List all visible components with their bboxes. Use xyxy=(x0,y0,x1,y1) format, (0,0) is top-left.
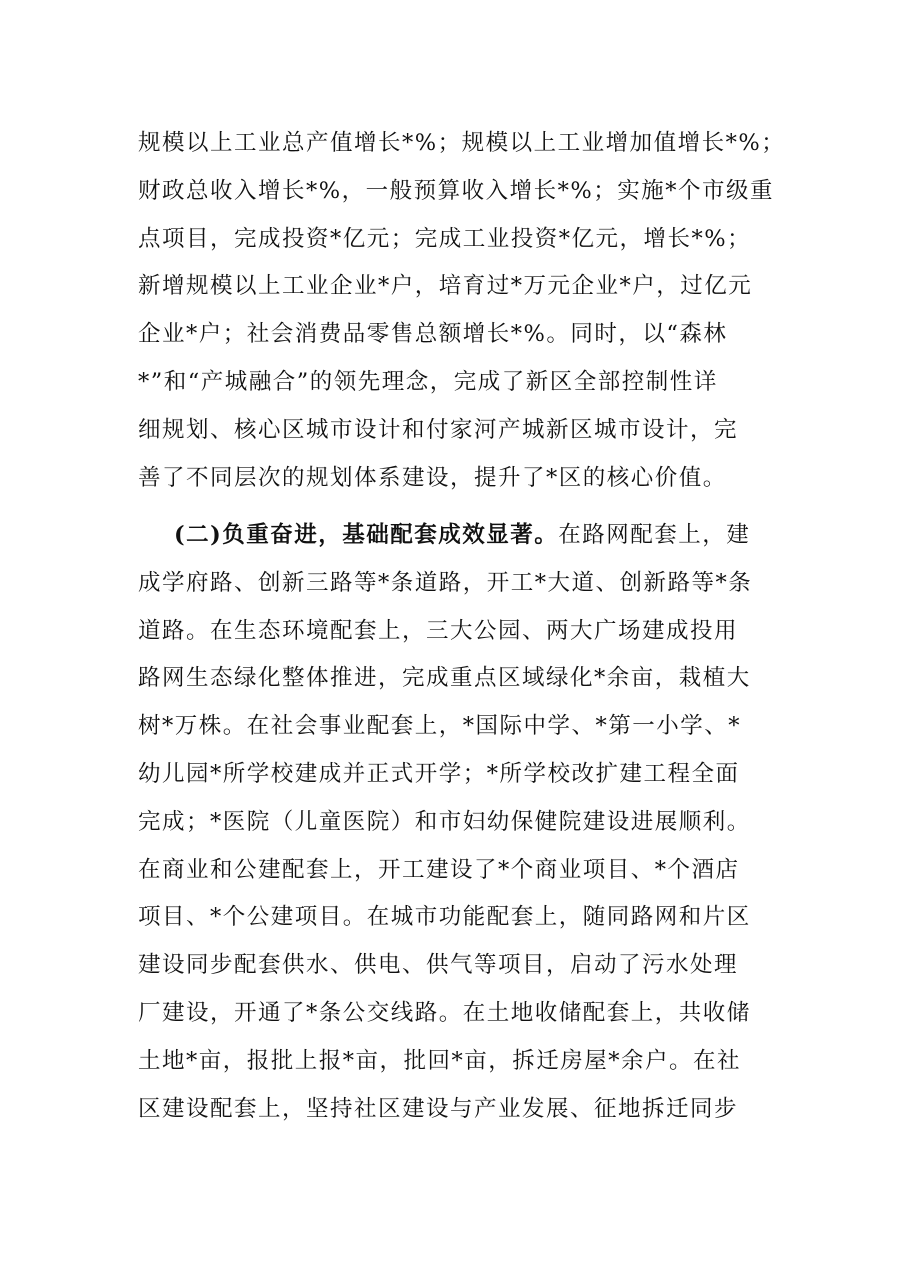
text-line: *”和“产城融合”的领先理念，完成了新区全部控制性详 xyxy=(138,368,718,395)
text-line: 树*万株。在社会事业配套上，*国际中学、*第一小学、* xyxy=(138,713,742,740)
paragraph-infrastructure xyxy=(138,512,778,1133)
text-line: 规模以上工业总产值增长*%；规模以上工业增加值增长*%； xyxy=(138,130,786,156)
paragraph-first-line xyxy=(138,512,778,560)
text-line: 企业*户；社会消费品零售总额增长*%。同时，以“森林 xyxy=(138,321,728,348)
first-line-text: 在路网配套上，建 xyxy=(558,522,751,548)
text-line: 道路。在生态环境配套上，三大公园、两大广场建成投用 xyxy=(138,617,739,644)
text-line: 建设同步配套供水、供电、供气等项目，启动了污水处理 xyxy=(138,952,739,979)
paragraph-economic-results xyxy=(138,120,786,502)
text-line: 完成；*医院（儿童医院）和市妇幼保健院建设进展顺利。 xyxy=(138,808,751,835)
section-heading: (二)负重奋进，基础配套成效显著。 xyxy=(174,522,559,548)
text-line: 项目、*个公建项目。在城市功能配套上，随同路网和片区 xyxy=(138,904,751,931)
text-line: 区建设配套上，坚持社区建设与产业发展、征地拆迁同步 xyxy=(138,1095,739,1122)
text-line: 厂建设，开通了*条公交线路。在土地收储配套上，共收储 xyxy=(138,999,751,1026)
text-line: 细规划、核心区城市设计和付家河产城新区城市设计，完 xyxy=(138,416,739,443)
text-line: 幼儿园*所学校建成并正式开学；*所学校改扩建工程全面 xyxy=(138,760,740,787)
text-line: 点项目，完成投资*亿元；完成工业投资*亿元，增长*%； xyxy=(138,225,752,252)
text-line: 财政总收入增长*%，一般预算收入增长*%；实施*个市级重 xyxy=(138,177,775,204)
text-line: 在商业和公建配套上，开工建设了*个商业项目、*个酒店 xyxy=(138,856,740,883)
text-line: 成学府路、创新三路等*条道路，开工*大道、创新路等*条 xyxy=(138,569,753,596)
text-line: 土地*亩，报批上报*亩，批回*亩，拆迁房屋*余户。在社 xyxy=(138,1047,742,1074)
text-line: 善了不同层次的规划体系建设，提升了*区的核心价值。 xyxy=(138,464,727,491)
text-line: 新增规模以上工业企业*户，培育过*万元企业*户，过亿元 xyxy=(138,273,753,300)
text-line: 路网生态绿化整体推进，完成重点区域绿化*余亩，栽植大 xyxy=(138,665,751,692)
